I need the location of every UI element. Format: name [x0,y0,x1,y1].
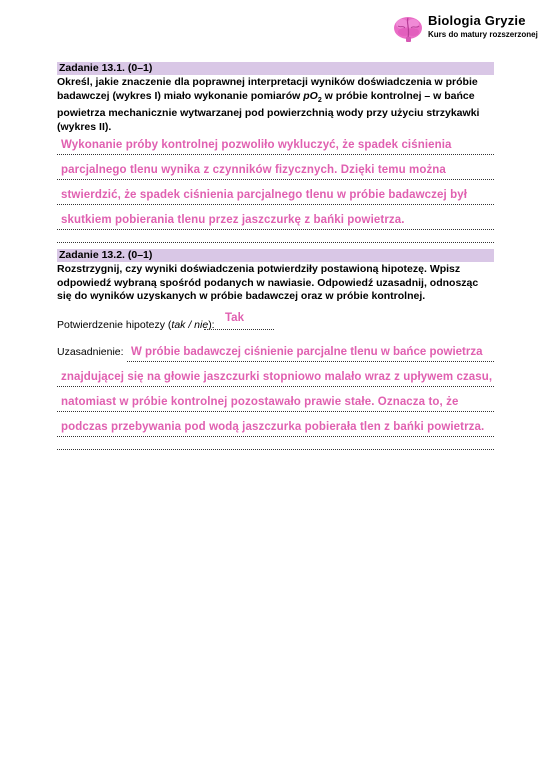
brand-title: Biologia Gryzie [428,13,526,28]
task-13-2 [57,249,494,450]
answer-line: natomiast w próbie kontrolnej pozostawało prawie stałe. Oznacza to, że [57,387,494,412]
task-13-1-instruction: Określ, jakie znaczenie dla poprawnej interpretacji wyników doświadczenia w próbie badawczej (wykres I) miało wykonanie pomiarów $pO_2$ w próbie kontrolnej – w bańce powietrza mechanicznie wytwarzanej pod powierzchnią wody przy użyciu strzykawki (wykres II). [57,76,480,133]
answer-line [57,437,494,450]
task-13-1-header: Zadanie 13.1. (0–1) [57,62,494,75]
answer-line: parcjalnego tlenu wynika z czynników fizycznych. Dzięki temu można [57,155,494,180]
answer-line: W próbie badawczej ciśnienie parcjalne tlenu w bańce powietrza [127,337,494,362]
brand-subtitle: Kurs do matury rozszerzonej [428,30,538,39]
task-13-2-instruction: Rozstrzygnij, czy wyniki doświadczenia potwierdziły postawioną hipotezę. Wpisz odpowiedź wybraną spośród podanych w nawiasie. Odpowiedź uzasadnij, odnosząc się do wyników uzyskanych w próbie badawczej oraz w próbie kontrolnej. [57,263,479,303]
answer-line [57,230,494,243]
answer-line: znajdującej się na głowie jaszczurki stopniowo malało wraz z upływem czasu, [57,362,494,387]
answer-line: stwierdzić, że spadek ciśnienia parcjalnego tlenu w próbie badawczej był [57,180,494,205]
task-13-1 [57,62,494,243]
justification-label: Uzasadnienie: [57,345,124,358]
task-13-1-answer-area [57,130,494,243]
justification-row [57,338,494,362]
answer-line: Wykonanie próby kontrolnej pozwoliło wykluczyć, że spadek ciśnienia [57,130,494,155]
answer-line: skutkiem pobierania tlenu przez jaszczurkę z bańki powietrza. [57,205,494,230]
hypothesis-confirmation-row [57,312,494,334]
brain-icon [392,14,424,44]
hypothesis-answer-value: Tak [225,311,244,324]
hypothesis-answer-line [204,329,274,330]
task-13-2-header: Zadanie 13.2. (0–1) [57,249,494,262]
answer-line: podczas przebywania pod wodą jaszczurka pobierała tlen z bańki powietrza. [57,412,494,437]
brand-logo [392,12,542,46]
hypothesis-confirmation-label: Potwierdzenie hipotezy (tak / nie): [57,318,215,331]
